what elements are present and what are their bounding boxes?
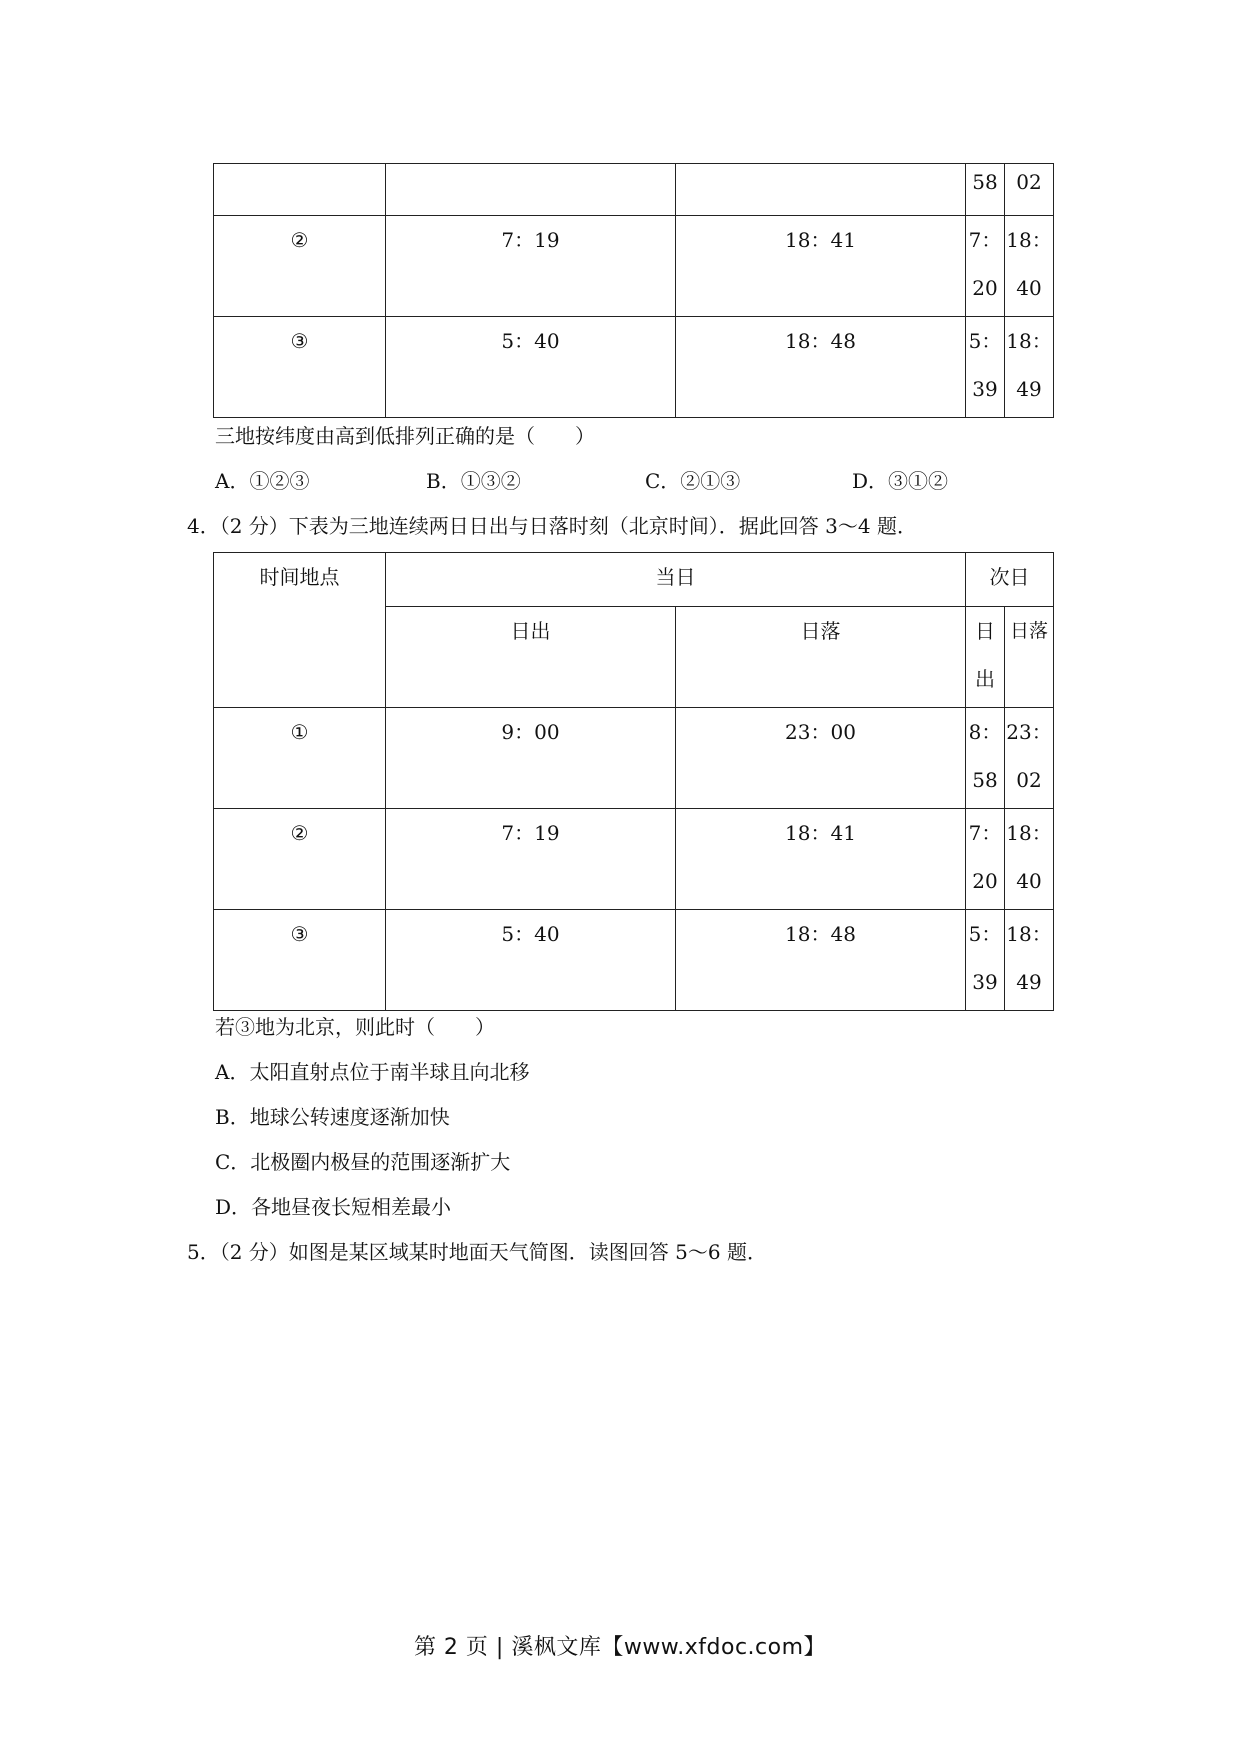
next-sunset-hour: 23： bbox=[1006, 720, 1052, 744]
header-next-sunrise-char-2: 出 bbox=[975, 667, 995, 691]
sunset-cell: 23：00 bbox=[676, 708, 966, 809]
next-sunset-cell bbox=[1005, 708, 1054, 809]
sunrise-cell: 7：19 bbox=[386, 809, 676, 910]
header-time-place: 时间地点 bbox=[214, 553, 386, 708]
table-row bbox=[214, 910, 1054, 1011]
next-sunset-hour: 18： bbox=[1006, 329, 1052, 353]
table-row bbox=[214, 809, 1054, 910]
table-row bbox=[214, 317, 1054, 418]
sun-time-table-continued bbox=[213, 163, 1054, 418]
sunset-cell: 18：41 bbox=[676, 809, 966, 910]
next-sunrise-hour: 5： bbox=[968, 922, 1002, 946]
place-cell bbox=[214, 164, 386, 216]
next-sunrise-hour: 5： bbox=[968, 329, 1002, 353]
table-header-row bbox=[214, 553, 1054, 607]
next-sunset-minute: 40 bbox=[1016, 276, 1042, 300]
q3-option-b[interactable]: B．①③② bbox=[426, 469, 521, 493]
q4-option-d[interactable]: D．各地昼夜长短相差最小 bbox=[215, 1195, 452, 1219]
next-sunset-hour: 18： bbox=[1006, 922, 1052, 946]
next-sunrise-cell bbox=[966, 708, 1005, 809]
next-sunset-minute: 02 bbox=[1016, 768, 1042, 792]
question-3-stem: 三地按纬度由高到低排列正确的是（ ） bbox=[215, 424, 595, 448]
next-sunset-hour: 18： bbox=[1006, 228, 1052, 252]
place-cell: ② bbox=[214, 809, 386, 910]
next-sunrise-minute: 20 bbox=[972, 276, 998, 300]
q4-option-c[interactable]: C．北极圈内极昼的范围逐渐扩大 bbox=[215, 1150, 511, 1174]
next-sunset-minute: 40 bbox=[1016, 869, 1042, 893]
next-sunrise-hour: 7： bbox=[968, 228, 1002, 252]
header-sunset: 日落 bbox=[676, 607, 966, 708]
next-sunrise-minute: 58 bbox=[972, 768, 998, 792]
sunset-cell: 18：41 bbox=[676, 216, 966, 317]
sunrise-cell: 5：40 bbox=[386, 910, 676, 1011]
next-sunset-cell bbox=[1005, 317, 1054, 418]
next-sunrise-minute: 20 bbox=[972, 869, 998, 893]
next-sunrise-cell bbox=[966, 317, 1005, 418]
next-sunset-hour: 18： bbox=[1006, 821, 1052, 845]
next-sunrise-cell bbox=[966, 910, 1005, 1011]
q3-option-c[interactable]: C．②①③ bbox=[645, 469, 741, 493]
next-sunrise-minute: 39 bbox=[972, 377, 998, 401]
header-next-sunrise-char-1: 日 bbox=[975, 619, 995, 643]
place-cell: ③ bbox=[214, 910, 386, 1011]
place-cell: ③ bbox=[214, 317, 386, 418]
header-sunrise: 日出 bbox=[386, 607, 676, 708]
q4-option-a[interactable]: A．太阳直射点位于南半球且向北移 bbox=[215, 1060, 530, 1084]
table-row bbox=[214, 216, 1054, 317]
next-sunset-minute: 49 bbox=[1016, 970, 1042, 994]
next-sunrise-minute: 58 bbox=[972, 170, 998, 194]
next-sunrise-cell bbox=[966, 216, 1005, 317]
table-row bbox=[214, 164, 1054, 216]
page-footer: 第 2 页 | 溪枫文库【www.xfdoc.com】 bbox=[413, 1635, 827, 1660]
next-sunrise-minute: 39 bbox=[972, 970, 998, 994]
next-sunrise-hour: 7： bbox=[968, 821, 1002, 845]
header-next-sunrise bbox=[966, 607, 1005, 708]
sunrise-cell bbox=[386, 164, 676, 216]
q3-option-d[interactable]: D．③①② bbox=[852, 469, 949, 493]
q4-option-b[interactable]: B．地球公转速度逐渐加快 bbox=[215, 1105, 450, 1129]
sunset-cell: 18：48 bbox=[676, 317, 966, 418]
sunrise-cell: 7：19 bbox=[386, 216, 676, 317]
next-sunset-minute: 02 bbox=[1016, 170, 1042, 194]
question-4-intro: 4．（2 分）下表为三地连续两日日出与日落时刻（北京时间）．据此回答 3～4 题． bbox=[187, 514, 917, 538]
question-5-intro: 5．（2 分）如图是某区域某时地面天气简图．读图回答 5～6 题． bbox=[187, 1240, 767, 1264]
next-sunrise-cell bbox=[966, 164, 1005, 216]
sunset-cell bbox=[676, 164, 966, 216]
sun-time-table bbox=[213, 552, 1054, 1011]
header-today: 当日 bbox=[386, 553, 966, 607]
next-sunrise-cell bbox=[966, 809, 1005, 910]
place-cell: ② bbox=[214, 216, 386, 317]
q3-option-a[interactable]: A．①②③ bbox=[215, 469, 310, 493]
next-sunset-cell bbox=[1005, 910, 1054, 1011]
header-next-day: 次日 bbox=[966, 553, 1054, 607]
sunrise-cell: 5：40 bbox=[386, 317, 676, 418]
table-row bbox=[214, 708, 1054, 809]
next-sunset-minute: 49 bbox=[1016, 377, 1042, 401]
next-sunset-cell bbox=[1005, 216, 1054, 317]
next-sunset-cell bbox=[1005, 809, 1054, 910]
sunrise-cell: 9：00 bbox=[386, 708, 676, 809]
next-sunset-cell bbox=[1005, 164, 1054, 216]
next-sunrise-hour: 8： bbox=[968, 720, 1002, 744]
sunset-cell: 18：48 bbox=[676, 910, 966, 1011]
header-next-sunset: 日落 bbox=[1005, 607, 1054, 708]
place-cell: ① bbox=[214, 708, 386, 809]
question-4-stem: 若③地为北京，则此时（ ） bbox=[215, 1015, 495, 1039]
